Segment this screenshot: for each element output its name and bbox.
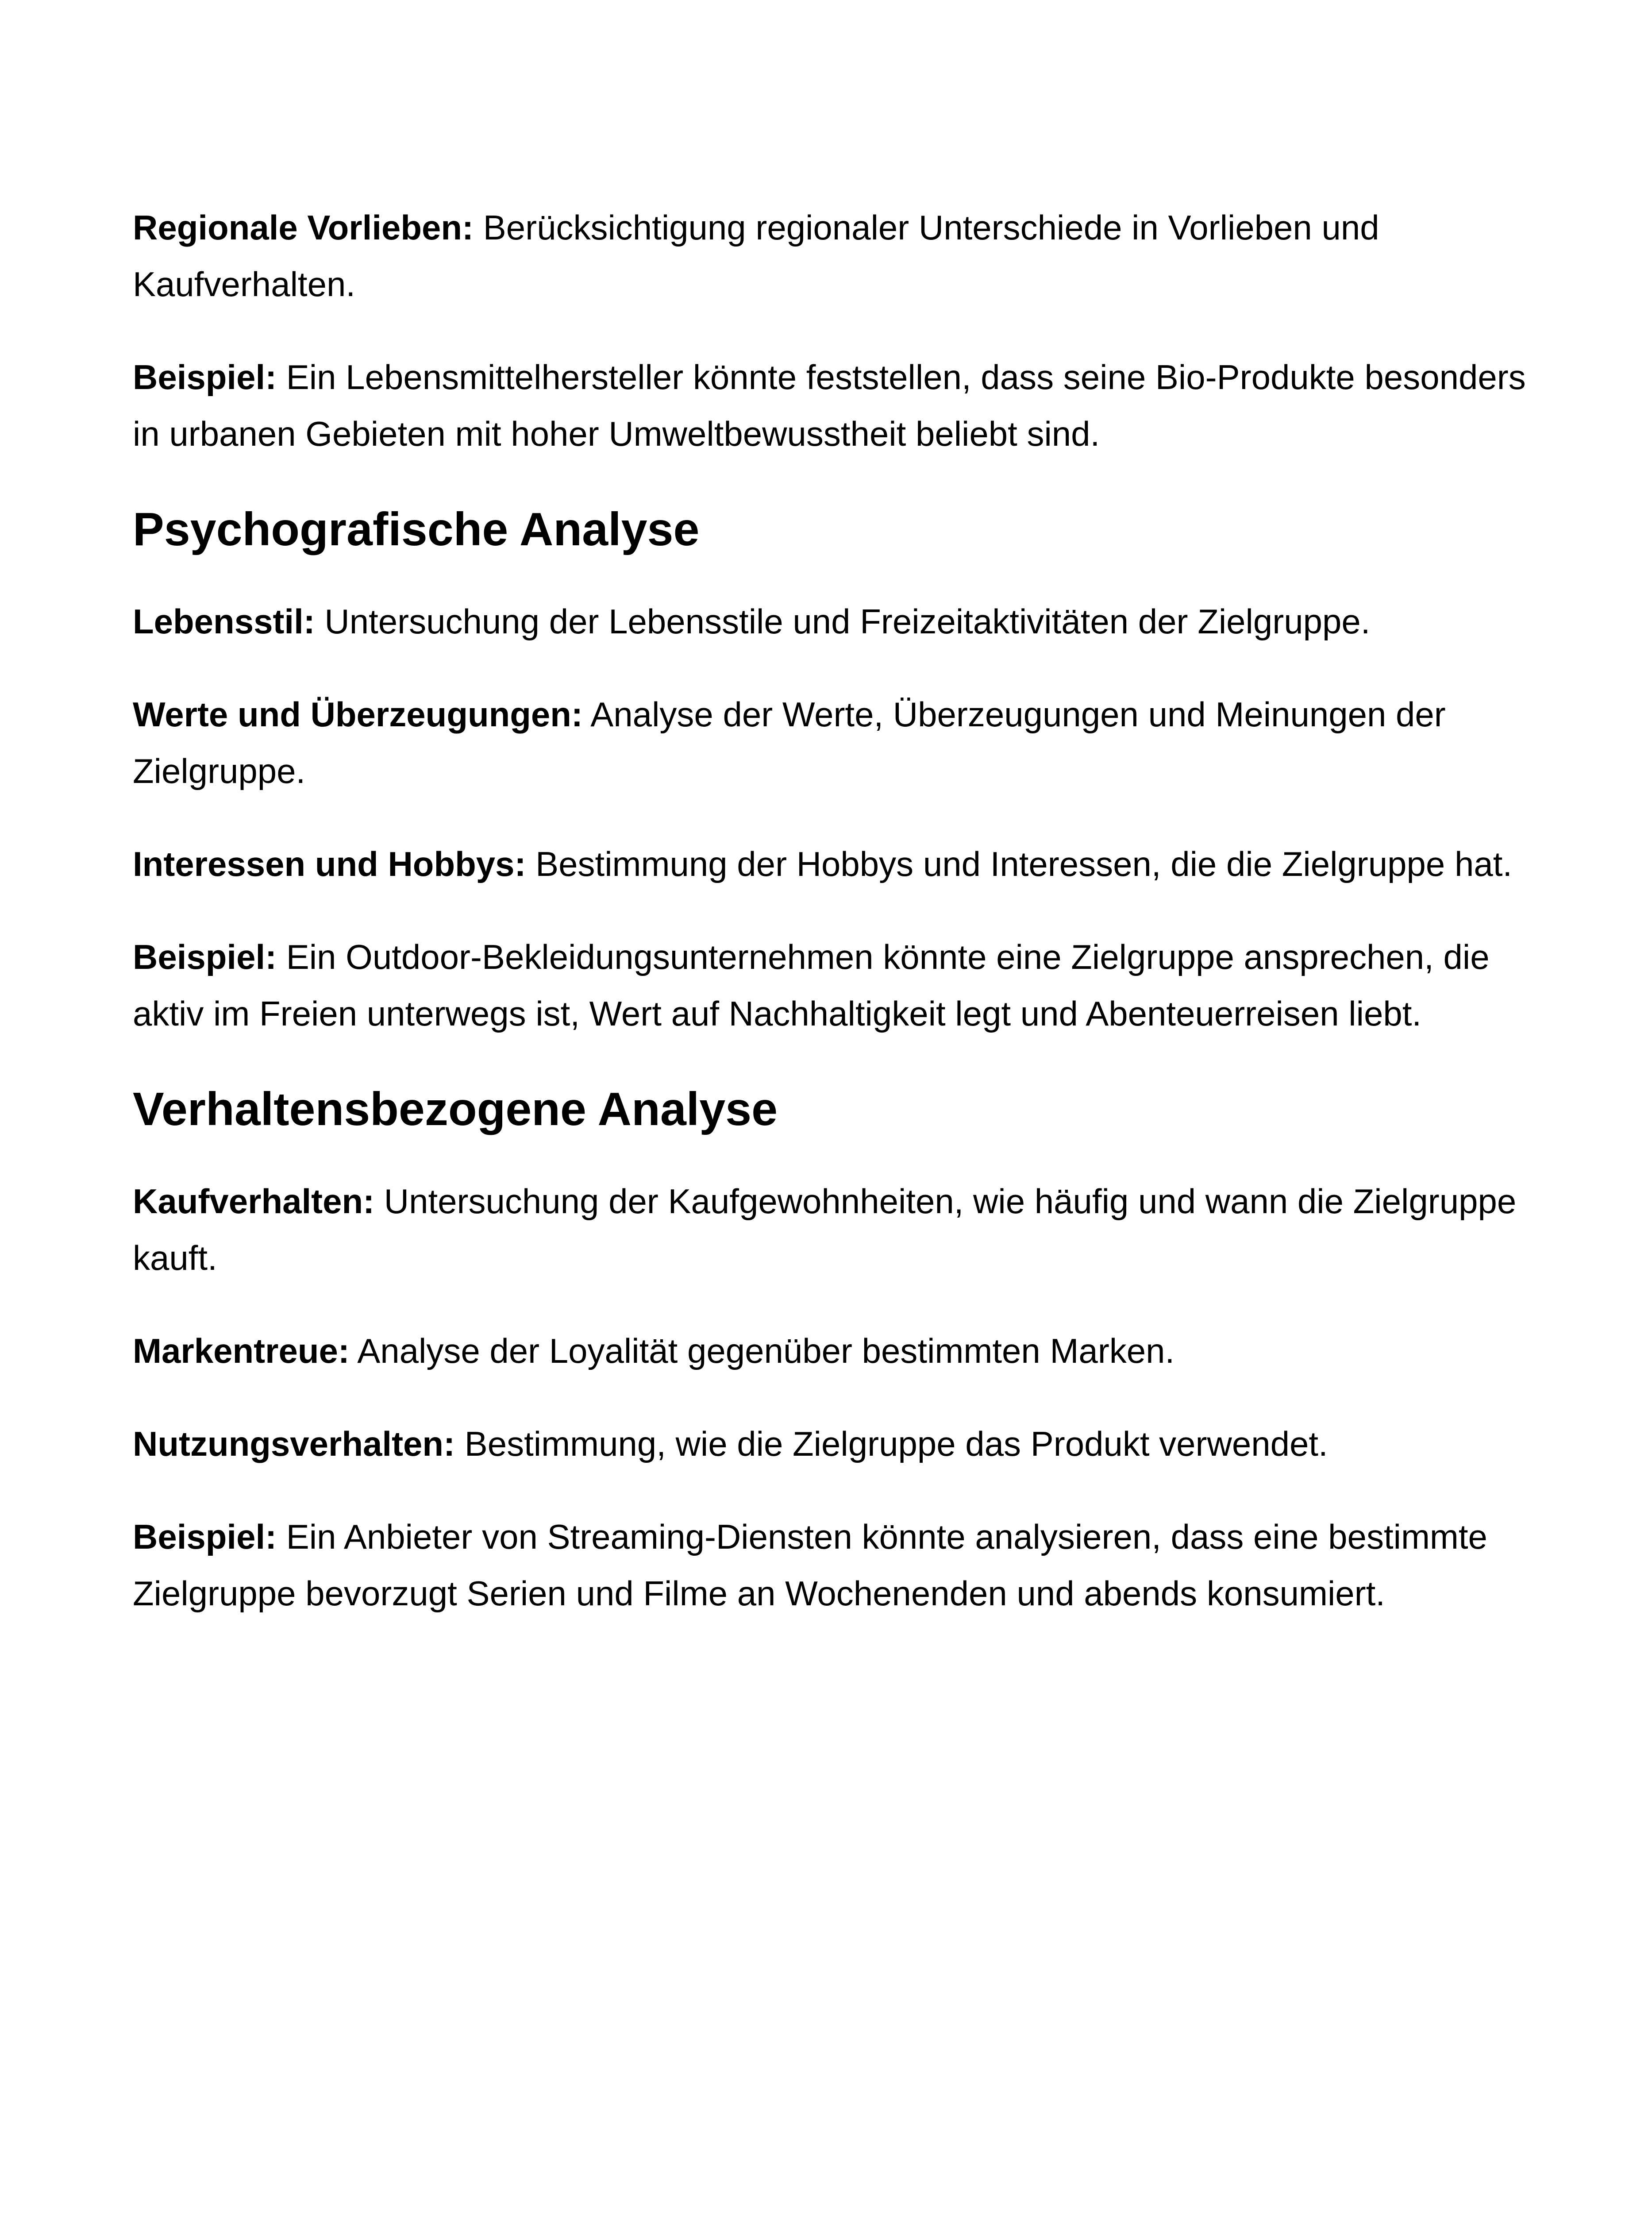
- paragraph-beispiel-outdoor: [133, 929, 1527, 1042]
- term-label: Regionale Vorlieben:: [133, 208, 474, 247]
- paragraph-text: Ein Lebensmittelhersteller könnte feststellen, dass seine Bio-Produkte besonders in urbanen Gebieten mit hoher Umweltbewusstheit beliebt sind.: [133, 358, 1526, 453]
- term-label: Interessen und Hobbys:: [133, 844, 526, 883]
- document-body: [133, 199, 1527, 1658]
- paragraph-beispiel-lebensmittel: [133, 349, 1527, 462]
- paragraph-markentreue: [133, 1322, 1527, 1379]
- paragraph-werte: [133, 686, 1527, 799]
- paragraph-interessen: [133, 836, 1527, 892]
- section-heading-psychografisch: Psychografische Analyse: [133, 503, 700, 555]
- paragraph-beispiel-streaming: [133, 1508, 1527, 1622]
- paragraph-text: Analyse der Werte, Überzeugungen und Meinungen der Zielgruppe.: [133, 695, 1446, 790]
- paragraph-text: Bestimmung, wie die Zielgruppe das Produkt verwendet.: [464, 1424, 1328, 1463]
- term-label: Beispiel:: [133, 358, 277, 397]
- term-label: Nutzungsverhalten:: [133, 1424, 455, 1463]
- term-label: Werte und Überzeugungen:: [133, 695, 583, 734]
- paragraph-text: Ein Outdoor-Bekleidungsunternehmen könnte eine Zielgruppe ansprechen, die aktiv im Freien unterwegs ist, Wert auf Nachhaltigkeit legt und Abenteuerreisen liebt.: [133, 937, 1490, 1033]
- section-heading-verhaltensbezogen: Verhaltensbezogene Analyse: [133, 1083, 778, 1135]
- paragraph-text: Ein Anbieter von Streaming-Diensten könnte analysieren, dass eine bestimmte Zielgruppe bevorzugt Serien und Filme an Wochenenden und abends konsumiert.: [133, 1517, 1487, 1613]
- paragraph-text: Untersuchung der Lebensstile und Freizeitaktivitäten der Zielgruppe.: [324, 602, 1371, 641]
- term-label: Beispiel:: [133, 937, 277, 976]
- term-label: Beispiel:: [133, 1517, 277, 1556]
- paragraph-lebensstil: [133, 593, 1527, 650]
- paragraph-regionale-vorlieben: [133, 199, 1527, 312]
- term-label: Markentreue:: [133, 1331, 350, 1370]
- paragraph-kaufverhalten: [133, 1173, 1527, 1286]
- paragraph-text: Analyse der Loyalität gegenüber bestimmten Marken.: [357, 1331, 1175, 1370]
- paragraph-nutzungsverhalten: [133, 1415, 1527, 1472]
- paragraph-text: Bestimmung der Hobbys und Interessen, die die Zielgruppe hat.: [535, 844, 1513, 883]
- paragraph-text: Untersuchung der Kaufgewohnheiten, wie häufig und wann die Zielgruppe kauft.: [133, 1182, 1517, 1277]
- term-label: Kaufverhalten:: [133, 1182, 375, 1221]
- term-label: Lebensstil:: [133, 602, 315, 641]
- paragraph-text: Berücksichtigung regionaler Unterschiede in Vorlieben und Kaufverhalten.: [133, 208, 1379, 304]
